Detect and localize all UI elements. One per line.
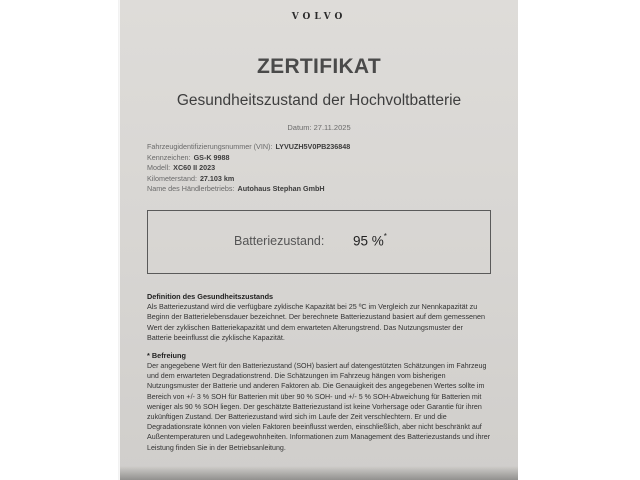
certificate-date: Datum: 27.11.2025 — [287, 123, 351, 132]
model-label: Modell: — [147, 163, 171, 173]
photo-bottom-shadow — [120, 466, 518, 480]
plate-value: GS-K 9988 — [193, 152, 230, 162]
km-label: Kilometerstand: — [147, 173, 197, 183]
battery-health-value — [353, 233, 387, 249]
brand-logo: VOLVO — [291, 12, 347, 22]
footnote-mark: * — [383, 232, 387, 241]
vin-value: LYVUZH5V0PB236848 — [275, 142, 351, 151]
vin-row — [147, 142, 507, 153]
vin-label: Fahrzeugidentifizierungsnummer (VIN): — [147, 142, 273, 151]
definition-heading: Definition des Gesundheitszustands — [147, 292, 274, 301]
dealer-value: Autohaus Stephan GmbH — [237, 184, 325, 194]
page-title: ZERTIFIKAT — [257, 55, 381, 78]
km-row — [147, 174, 507, 185]
plate-row — [147, 153, 507, 164]
battery-health-label: Batteriezustand: — [234, 234, 325, 248]
page-subtitle: Gesundheitszustand der Hochvoltbatterie — [176, 92, 462, 109]
definition-text: Als Batteriezustand wird die verfügbare zyklische Kapazität bei 25 ºC im Vergleich zur Nennkapazität zu Beginn der Batterielebensdauer bezeichnet. Der berechnete Batteriezustand basiert auf dem gemessenen Wert der zyklischen Batteriekapazität und dem erwarteten Alterungstrend. Das Nutzungsmuster der Batterie beeinflusst die zyklische Kapazität. — [147, 302, 486, 343]
km-value: 27.103 km — [199, 173, 235, 183]
dealer-label: Name des Händlerbetriebs: — [147, 184, 235, 194]
dealer-row — [147, 184, 507, 195]
battery-health-percent: 95 % — [353, 233, 384, 249]
exemption-heading: * Befreiung — [147, 351, 186, 360]
model-row — [147, 163, 507, 174]
plate-label: Kennzeichen: — [147, 152, 191, 162]
certificate-sheet — [120, 0, 518, 480]
model-value: XC60 II 2023 — [173, 163, 216, 173]
vehicle-info — [147, 142, 507, 195]
battery-health-box — [147, 210, 491, 274]
exemption-text: Der angegebene Wert für den Batteriezustand (SOH) basiert auf datengestützten Schätzungen im Fahrzeug und dem erwarteten Degradationstrend. Die Schätzungen im Fahrzeug hängen vom bisherigen Nutzungsmuster der Batterie und anderen Faktoren ab. Die Genauigkeit des angegebenen Wertes sollte im Bereich von +/- 3 % SOH für Batterien mit über 90 % SOH- und +/- 5 % SOH-Abweichung für Batterien mit weniger als 90 % SOH liegen. Der geschätzte Batteriezustand ist keine Vorhersage oder Garantie für ihren zukünftigen Zustand. Der Batteriezustand wird sich im Laufe der Zeit verschlechtern. Er und die Degradationsrate können von vielen Faktoren beeinflusst werden, einschließlich, aber nicht beschränkt auf Außentemperaturen und Ladegewohnheiten. Informationen zum Management des Batteriezustands und ihrer Leistung finden Sie in der Betriebsanleitung. — [147, 362, 491, 452]
